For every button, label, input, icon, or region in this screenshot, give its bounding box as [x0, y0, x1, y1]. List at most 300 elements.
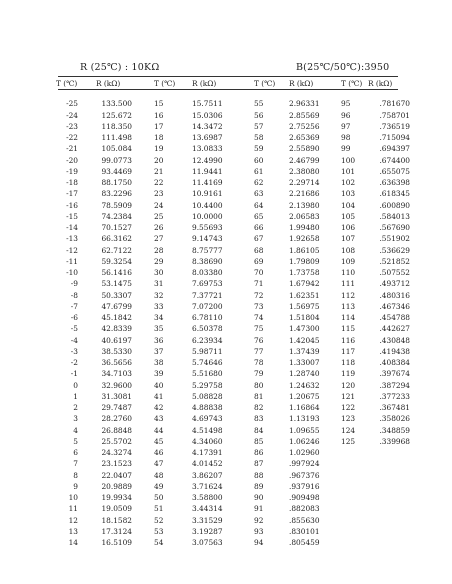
resistance-cell: 40.6197: [101, 335, 132, 345]
resistance-cell: 1.67942: [289, 279, 320, 289]
temp-cell: -3: [70, 346, 78, 356]
resistance-cell: 88.1750: [101, 178, 132, 187]
temp-cell: 31: [154, 279, 164, 289]
temp-cell: 37: [154, 346, 164, 356]
temp-column-1: [58, 78, 78, 548]
resistance-cell: .855630: [289, 515, 320, 525]
temp-cell: 9: [73, 481, 78, 491]
temp-cell: -15: [66, 211, 78, 221]
temp-cell: 85: [254, 436, 264, 446]
resistance-cell: 66.3162: [101, 234, 132, 244]
resistance-cell: 14.3472: [192, 121, 223, 131]
resistance-cell: 13.6987: [192, 133, 223, 142]
resistance-cell: 1.09655: [289, 425, 320, 435]
temp-cell: 111: [341, 279, 356, 289]
temp-cell: 77: [254, 346, 264, 356]
temp-cell: 78: [254, 358, 264, 367]
resistance-cell: 1.73758: [289, 268, 320, 277]
resistance-cell: 56.1416: [101, 268, 132, 277]
temp-cell: -20: [66, 155, 78, 165]
resistance-cell: 1.06246: [289, 436, 320, 446]
temp-cell: 61: [254, 166, 264, 176]
temp-cell: -2: [70, 358, 78, 367]
temp-cell: 105: [341, 211, 356, 221]
resistance-cell: 22.0407: [101, 470, 132, 480]
b-value-spec: B(25℃/50℃):3950: [296, 62, 390, 73]
resistance-cell: 4.51498: [192, 425, 223, 435]
temp-cell: 45: [154, 436, 164, 446]
temp-cell: 30: [154, 268, 164, 277]
temp-cell: -21: [66, 144, 78, 154]
temp-cell: 34: [154, 313, 164, 322]
temp-cell: 52: [154, 515, 164, 525]
temp-cell: -10: [66, 268, 78, 277]
resistance-cell: .694397: [379, 144, 410, 154]
temp-cell: 56: [254, 110, 264, 120]
resistance-cell: 5.74646: [192, 358, 223, 367]
temp-cell: 88: [254, 470, 264, 480]
temp-cell: 55: [254, 99, 264, 109]
resistance-cell: .736519: [379, 121, 410, 131]
resistance-cell: 32.9600: [101, 380, 132, 390]
temp-cell: 125: [341, 436, 356, 446]
resistance-cell: 111.498: [101, 133, 132, 142]
resistance-cell: 1.51804: [289, 313, 320, 322]
temp-header: T (℃): [341, 79, 363, 88]
temp-cell: 100: [341, 155, 356, 165]
resistance-cell: 1.24632: [289, 380, 320, 390]
resistance-cell: 53.1475: [101, 279, 132, 289]
temp-cell: 53: [154, 526, 164, 536]
temp-cell: 3: [73, 414, 78, 424]
resistance-cell: 45.1842: [101, 313, 132, 322]
resistance-cell: 42.8339: [101, 324, 132, 334]
resistance-cell: 1.62351: [289, 290, 320, 300]
temp-cell: 101: [341, 166, 356, 176]
temp-cell: 60: [254, 155, 264, 165]
temp-cell: 95: [341, 99, 351, 109]
header-rule-top: [58, 76, 398, 77]
temp-cell: 33: [154, 301, 164, 311]
temp-cell: 28: [154, 245, 164, 255]
temp-cell: 109: [341, 256, 356, 266]
resistance-cell: 1.28740: [289, 369, 320, 379]
temp-cell: 5: [73, 436, 78, 446]
temp-cell: 13: [68, 526, 78, 536]
resistance-cell: 2.38080: [289, 166, 320, 176]
temp-cell: 32: [154, 290, 164, 300]
temp-cell: 91: [254, 504, 264, 514]
resistance-cell: 133.500: [101, 99, 132, 109]
resistance-cell: .339968: [379, 436, 410, 446]
temp-cell: -9: [70, 279, 78, 289]
temp-cell: 47: [154, 459, 164, 469]
temp-cell: 72: [254, 290, 264, 300]
temp-cell: 107: [341, 234, 356, 244]
temp-cell: -22: [66, 133, 78, 142]
resistance-cell: 15.0306: [192, 110, 223, 120]
resistance-cell: 6.78110: [192, 313, 223, 322]
temp-cell: -6: [70, 313, 78, 322]
resistance-cell: 2.55890: [289, 144, 320, 154]
resistance-cell: 1.42045: [289, 335, 320, 345]
temp-cell: 82: [254, 403, 264, 412]
temp-cell: -23: [66, 121, 78, 131]
resistance-cell: 9.55693: [192, 223, 223, 232]
resistance-cell: .830101: [289, 526, 320, 536]
resistance-cell: 2.96331: [289, 99, 320, 109]
temp-cell: 46: [154, 448, 164, 457]
temp-column-3: [254, 78, 278, 548]
temp-cell: 98: [341, 133, 351, 142]
temp-cell: 97: [341, 121, 351, 131]
resistance-cell: 10.0000: [192, 211, 223, 221]
resistance-cell: 5.98711: [192, 346, 223, 356]
resistance-cell: 3.86207: [192, 470, 223, 480]
resistance-cell: .430848: [379, 335, 410, 345]
temp-cell: 104: [341, 200, 356, 210]
resistance-cell: .348859: [379, 425, 410, 435]
temp-cell: 2: [73, 403, 78, 412]
temp-cell: -24: [66, 110, 78, 120]
resistance-cell: .618345: [379, 189, 410, 199]
resistance-header: R (kΩ): [192, 79, 217, 88]
temp-cell: 74: [254, 313, 264, 322]
resistance-cell: 105.084: [101, 144, 132, 154]
temp-cell: 89: [254, 481, 264, 491]
temp-cell: 102: [341, 178, 356, 187]
resistance-column-4: [368, 78, 410, 447]
temp-cell: -13: [66, 234, 78, 244]
temp-cell: 124: [341, 425, 356, 435]
resistance-column-3: [289, 78, 331, 548]
resistance-cell: 7.37721: [192, 290, 223, 300]
temp-cell: -17: [66, 189, 78, 199]
resistance-cell: 24.3274: [101, 448, 132, 457]
temp-cell: 57: [254, 121, 264, 131]
resistance-cell: .937916: [289, 481, 320, 491]
temp-cell: 90: [254, 493, 264, 502]
temp-cell: 38: [154, 358, 164, 367]
temp-cell: 48: [154, 470, 164, 480]
resistance-cell: 8.75777: [192, 245, 223, 255]
resistance-cell: 2.13980: [289, 200, 320, 210]
resistance-cell: 93.4469: [101, 166, 132, 176]
temp-cell: 17: [154, 121, 164, 131]
temp-cell: 59: [254, 144, 264, 154]
resistance-cell: .387294: [379, 380, 410, 390]
temp-cell: 62: [254, 178, 264, 187]
resistance-cell: 1.79809: [289, 256, 320, 266]
resistance-cell: 26.8848: [101, 425, 132, 435]
resistance-cell: 5.08828: [192, 391, 223, 401]
resistance-cell: 10.4400: [192, 200, 223, 210]
temp-cell: 0: [73, 380, 78, 390]
temp-cell: 71: [254, 279, 264, 289]
temp-cell: -19: [66, 166, 78, 176]
resistance-cell: 16.5109: [101, 538, 132, 547]
resistance-cell: 3.71624: [192, 481, 223, 491]
temp-cell: 68: [254, 245, 264, 255]
temp-cell: 14: [68, 538, 78, 547]
resistance-cell: 47.6799: [101, 301, 132, 311]
resistance-cell: .636398: [379, 178, 410, 187]
temp-cell: 118: [341, 358, 356, 367]
temp-cell: 7: [73, 459, 78, 469]
resistance-cell: 4.01452: [192, 459, 223, 469]
temp-cell: -11: [66, 256, 78, 266]
temp-cell: 15: [154, 99, 164, 109]
resistance-cell: 3.19287: [192, 526, 223, 536]
resistance-cell: .584013: [379, 211, 410, 221]
resistance-cell: 1.86105: [289, 245, 320, 255]
resistance-cell: 19.9934: [101, 493, 132, 502]
resistance-cell: .536629: [379, 245, 410, 255]
temp-cell: 49: [154, 481, 164, 491]
temp-cell: 94: [254, 538, 264, 547]
temp-cell: 10: [68, 493, 78, 502]
resistance-cell: .967376: [289, 470, 320, 480]
resistance-cell: 7.69753: [192, 279, 223, 289]
temp-cell: 87: [254, 459, 264, 469]
temp-cell: 25: [154, 211, 164, 221]
resistance-cell: 29.7487: [101, 403, 132, 412]
resistance-cell: 4.17391: [192, 448, 223, 457]
resistance-cell: 70.1527: [101, 223, 132, 232]
temp-cell: 67: [254, 234, 264, 244]
temp-cell: 29: [154, 256, 164, 266]
resistance-cell: 38.5330: [101, 346, 132, 356]
resistance-header: R (kΩ): [96, 79, 121, 88]
resistance-cell: .551902: [379, 234, 410, 244]
resistance-cell: .442627: [379, 324, 410, 334]
temp-cell: 83: [254, 414, 264, 424]
temp-cell: 113: [341, 301, 356, 311]
resistance-header: R (kΩ): [368, 79, 393, 88]
resistance-cell: 74.2384: [101, 211, 132, 221]
temp-cell: 103: [341, 189, 356, 199]
resistance-cell: .521852: [379, 256, 410, 266]
temp-cell: 106: [341, 223, 356, 232]
resistance-cell: 50.3307: [101, 290, 132, 300]
temp-cell: 35: [154, 324, 164, 334]
temp-cell: 70: [254, 268, 264, 277]
resistance-cell: 1.92658: [289, 234, 320, 244]
resistance-cell: 3.31529: [192, 515, 223, 525]
temp-cell: 51: [154, 504, 164, 514]
resistance-cell: 118.350: [101, 121, 132, 131]
resistance-cell: 17.3124: [101, 526, 132, 536]
temp-cell: 63: [254, 189, 264, 199]
resistance-cell: 2.85569: [289, 110, 320, 120]
resistance-cell: .758701: [379, 110, 410, 120]
resistance-cell: 3.07563: [192, 538, 223, 547]
resistance-cell: 11.9441: [192, 166, 223, 176]
temp-column-4: [341, 78, 365, 447]
resistance-cell: .480316: [379, 290, 410, 300]
resistance-cell: 2.46799: [289, 155, 320, 165]
temp-cell: 119: [341, 369, 356, 379]
resistance-cell: 19.0509: [101, 504, 132, 514]
resistance-cell: 2.21686: [289, 189, 320, 199]
resistance-cell: 59.3254: [101, 256, 132, 266]
temp-cell: 86: [254, 448, 264, 457]
resistance-cell: .674400: [379, 155, 410, 165]
resistance-cell: .715094: [379, 133, 410, 142]
resistance-cell: .377233: [379, 391, 410, 401]
temp-cell: 36: [154, 335, 164, 345]
temp-cell: 23: [154, 189, 164, 199]
temp-cell: 93: [254, 526, 264, 536]
temp-cell: 99: [341, 144, 351, 154]
resistance-header: R (kΩ): [289, 79, 314, 88]
temp-cell: 73: [254, 301, 264, 311]
resistance-cell: .397674: [379, 369, 410, 379]
temp-cell: 18: [154, 133, 164, 142]
resistance-cell: 1.56975: [289, 301, 320, 311]
temp-cell: 69: [254, 256, 264, 266]
resistance-cell: 12.4990: [192, 155, 223, 165]
temp-cell: 39: [154, 369, 164, 379]
temp-cell: 8: [73, 470, 78, 480]
resistance-cell: 18.1582: [101, 515, 132, 525]
resistance-cell: 1.33007: [289, 358, 320, 367]
resistance-cell: 28.2760: [101, 414, 132, 424]
resistance-cell: .567690: [379, 223, 410, 232]
resistance-cell: 5.29758: [192, 380, 223, 390]
temp-cell: 123: [341, 414, 356, 424]
resistance-cell: .600890: [379, 200, 410, 210]
resistance-cell: 62.7122: [101, 245, 132, 255]
temp-cell: 112: [341, 290, 356, 300]
resistance-cell: 1.13193: [289, 414, 320, 424]
resistance-cell: 1.02960: [289, 448, 320, 457]
resistance-cell: .367481: [379, 403, 410, 412]
resistance-cell: 78.5909: [101, 200, 132, 210]
temp-header: T (℃): [56, 79, 78, 88]
resistance-cell: 11.4169: [192, 178, 223, 187]
resistance-cell: 10.9161: [192, 189, 223, 199]
temp-cell: 21: [154, 166, 164, 176]
resistance-cell: .997924: [289, 459, 320, 469]
resistance-cell: .493712: [379, 279, 410, 289]
resistance-cell: 23.1523: [101, 459, 132, 469]
temp-cell: -8: [70, 290, 78, 300]
resistance-cell: 83.2296: [101, 189, 132, 199]
resistance-cell: .882083: [289, 504, 320, 514]
resistance-cell: 15.7511: [192, 99, 223, 109]
temp-cell: 115: [341, 324, 356, 334]
temp-header: T (℃): [254, 79, 276, 88]
temp-cell: 117: [341, 346, 356, 356]
resistance-cell: .507552: [379, 268, 410, 277]
resistance-cell: 2.06583: [289, 211, 320, 221]
temp-cell: 6: [73, 448, 78, 457]
resistance-cell: 6.23934: [192, 335, 223, 345]
resistance-cell: .781670: [379, 99, 410, 109]
resistance-cell: 4.88838: [192, 403, 223, 412]
temp-cell: 66: [254, 223, 264, 232]
temp-cell: 122: [341, 403, 356, 412]
temp-cell: -14: [66, 223, 78, 232]
temp-cell: 44: [154, 425, 164, 435]
temp-cell: 19: [154, 144, 164, 154]
temp-cell: 84: [254, 425, 264, 435]
temp-cell: 24: [154, 200, 164, 210]
resistance-cell: 4.34060: [192, 436, 223, 446]
resistance-column-2: [192, 78, 234, 548]
temp-cell: 65: [254, 211, 264, 221]
temp-cell: 76: [254, 335, 264, 345]
temp-cell: 54: [154, 538, 164, 547]
resistance-cell: 1.16864: [289, 403, 320, 412]
resistance-cell: 2.29714: [289, 178, 320, 187]
temp-cell: 58: [254, 133, 264, 142]
resistance-cell: 1.20675: [289, 391, 320, 401]
resistance-cell: 8.38690: [192, 256, 223, 266]
resistance-cell: .454788: [379, 313, 410, 322]
temp-cell: 1: [73, 391, 78, 401]
temp-cell: 43: [154, 414, 164, 424]
temp-cell: -7: [70, 301, 78, 311]
temp-cell: -18: [66, 178, 78, 187]
temp-header: T (℃): [154, 79, 176, 88]
resistance-cell: 1.99480: [289, 223, 320, 232]
resistance-cell: 9.14743: [192, 234, 223, 244]
resistance-cell: 34.7103: [101, 369, 132, 379]
temp-cell: 75: [254, 324, 264, 334]
temp-cell: 22: [154, 178, 164, 187]
temp-column-2: [154, 78, 178, 548]
resistance-cell: .419438: [379, 346, 410, 356]
temp-cell: 41: [154, 391, 164, 401]
resistance-cell: 2.65369: [289, 133, 320, 142]
temp-cell: 16: [154, 110, 164, 120]
resistance-cell: .655075: [379, 166, 410, 176]
resistance-cell: 6.50378: [192, 324, 223, 334]
temp-cell: 11: [68, 504, 78, 514]
resistance-cell: 2.75256: [289, 121, 320, 131]
resistance-cell: 13.0833: [192, 144, 223, 154]
resistance-cell: 1.47300: [289, 324, 320, 334]
resistance-cell: .467346: [379, 301, 410, 311]
temp-cell: 92: [254, 515, 264, 525]
temp-cell: -25: [66, 99, 78, 109]
resistance-cell: .358026: [379, 414, 410, 424]
temp-cell: 108: [341, 245, 356, 255]
temp-cell: 20: [154, 155, 164, 165]
temp-cell: 4: [73, 425, 78, 435]
resistance-cell: 36.5656: [101, 358, 132, 367]
r25-spec: R (25℃) : 10KΩ: [80, 62, 160, 73]
resistance-cell: 25.5702: [101, 436, 132, 446]
resistance-cell: 7.07200: [192, 301, 223, 311]
resistance-cell: 5.51680: [192, 369, 223, 379]
resistance-cell: .805459: [289, 538, 320, 547]
temp-cell: 120: [341, 380, 356, 390]
temp-cell: 27: [154, 234, 164, 244]
resistance-cell: 20.9889: [101, 481, 132, 491]
temp-cell: -1: [70, 369, 78, 379]
resistance-column-1: [96, 78, 132, 548]
temp-cell: 26: [154, 223, 164, 232]
resistance-cell: 99.0773: [101, 155, 132, 165]
temp-cell: 121: [341, 391, 356, 401]
resistance-cell: .408384: [379, 358, 410, 367]
temp-cell: 50: [154, 493, 164, 502]
temp-cell: 42: [154, 403, 164, 412]
resistance-cell: 4.69743: [192, 414, 223, 424]
